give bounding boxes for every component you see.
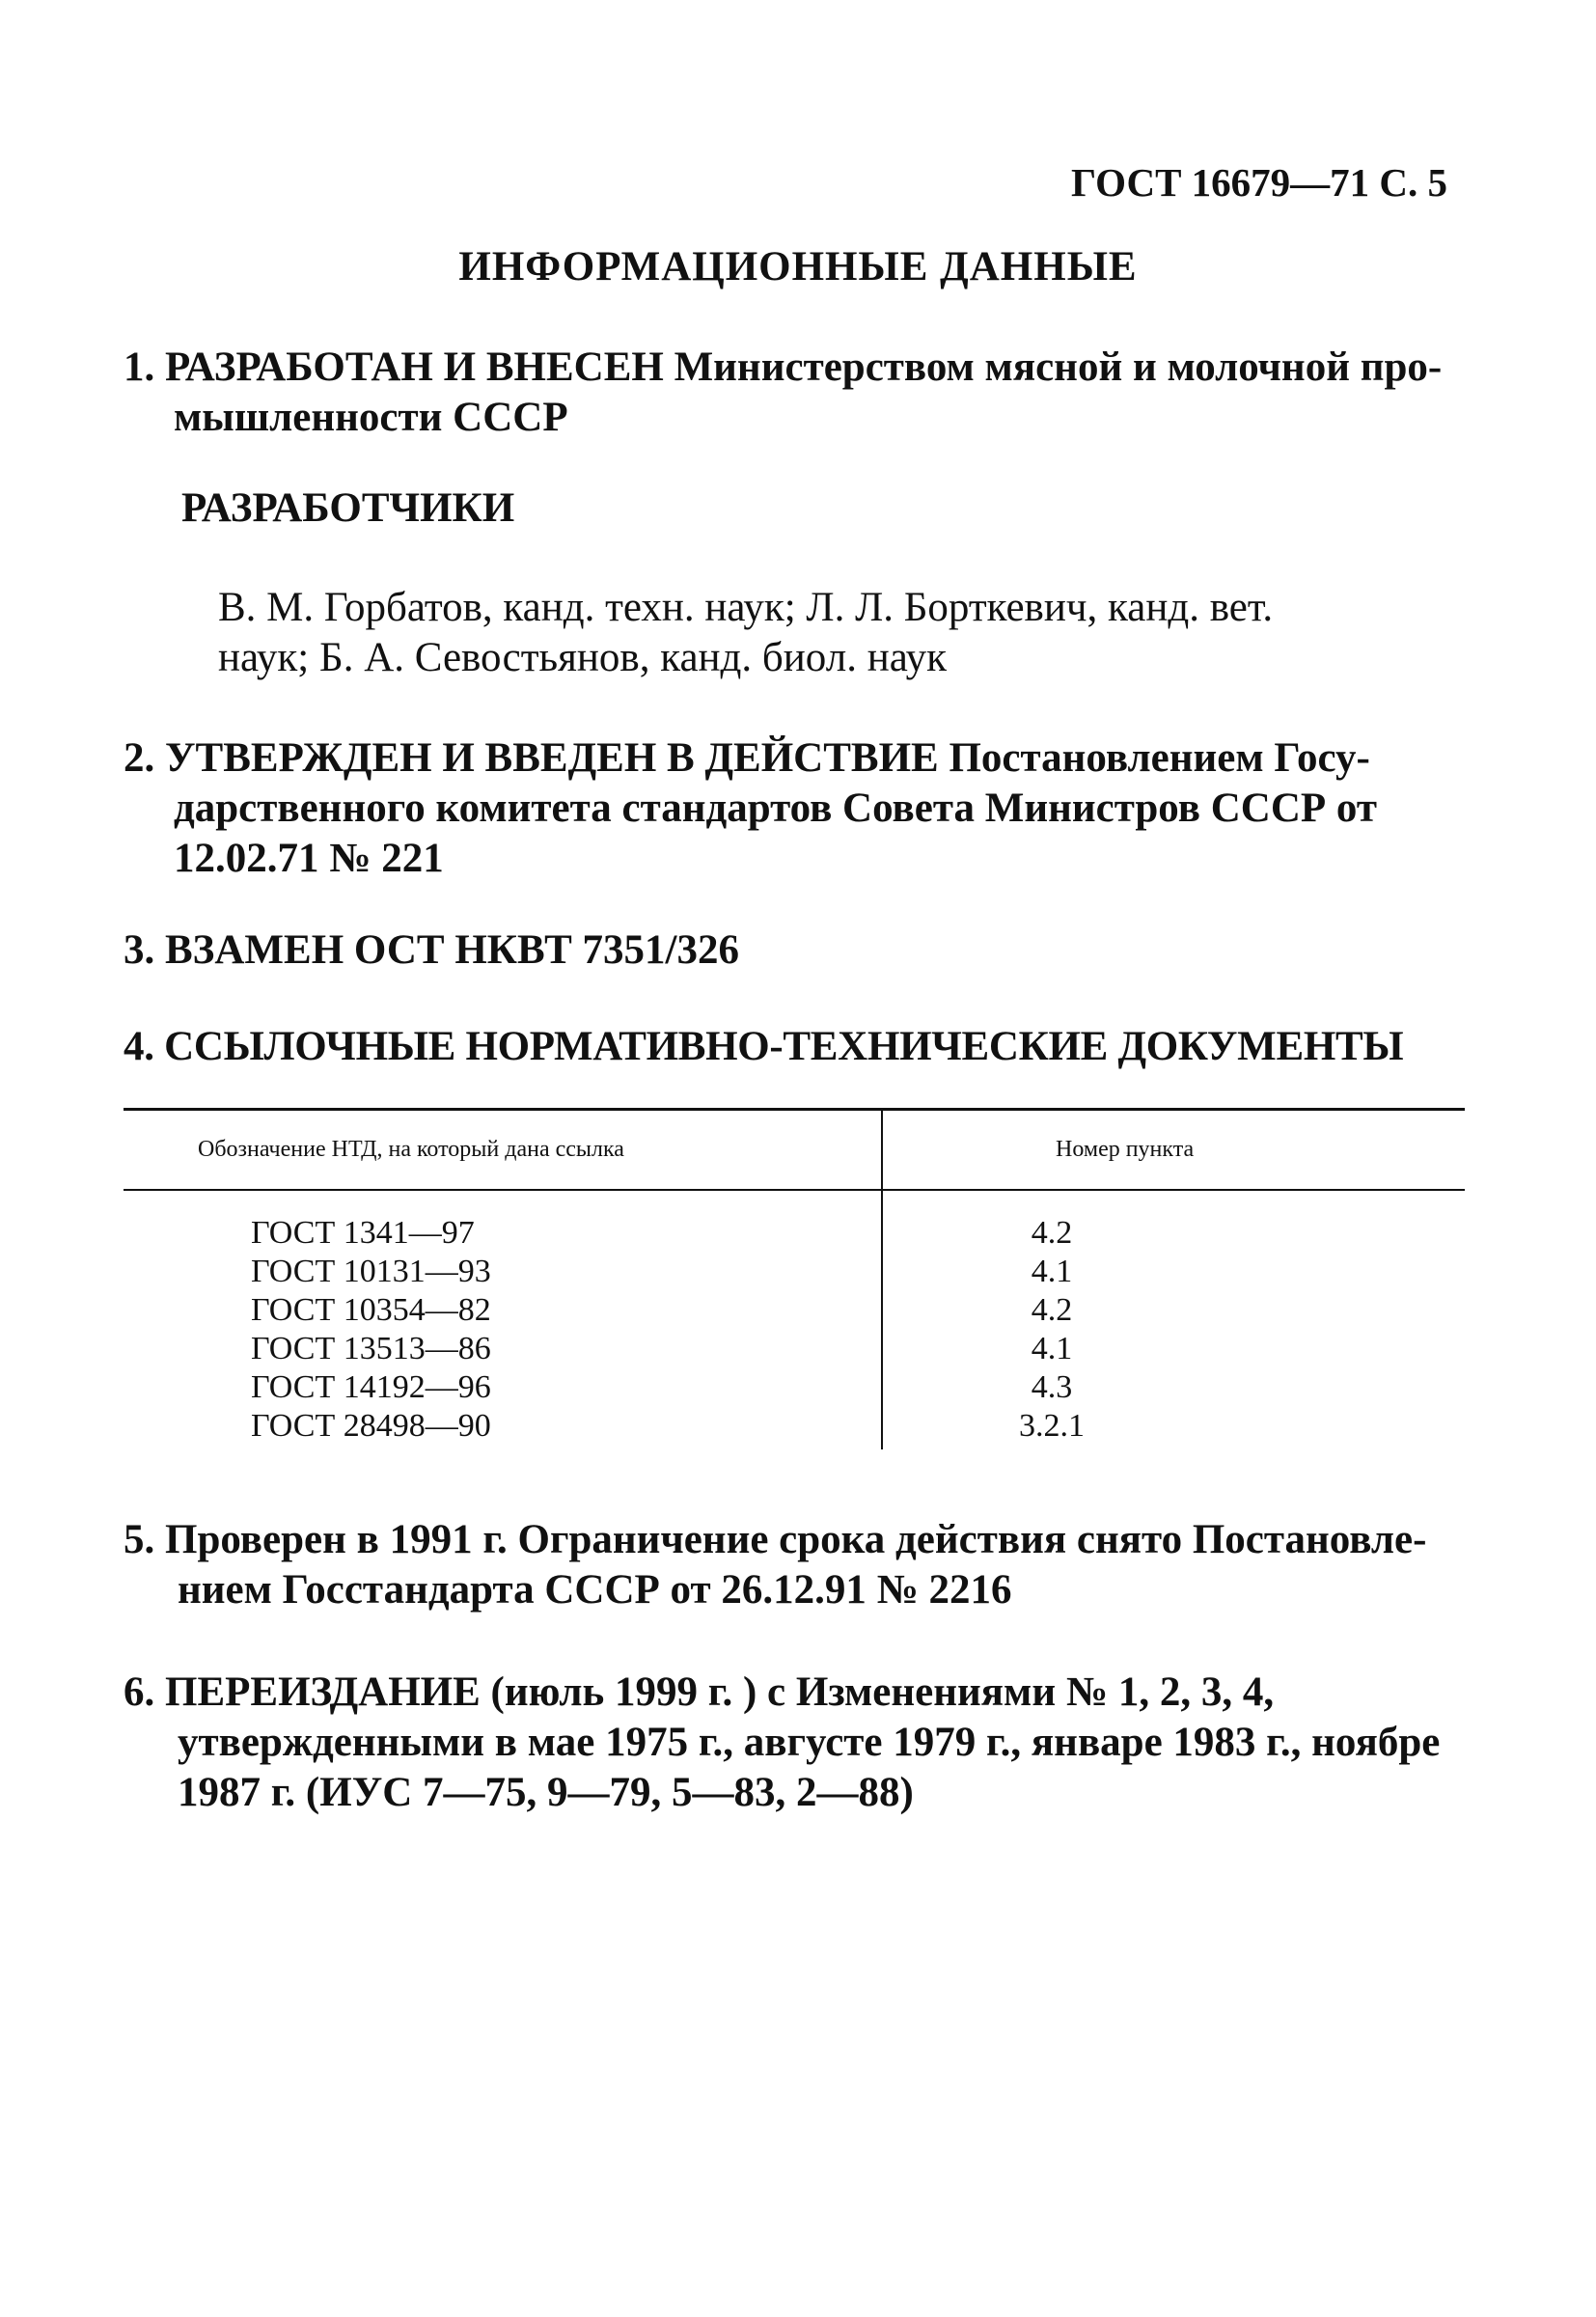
table-cell-doc: ГОСТ 14192—96 [251, 1369, 491, 1405]
table-cell-item: 4.1 [1031, 1331, 1073, 1366]
table-header-rule [124, 1189, 1465, 1191]
section-1 [124, 343, 1465, 443]
section-1-line-1: 1. РАЗРАБОТАН И ВНЕСЕН Министерством мясной и молочной про- [124, 345, 1443, 390]
section-3: 3. ВЗАМЕН ОСТ НКВТ 7351/326 [124, 927, 739, 973]
table-column-divider [881, 1110, 883, 1449]
page-header: ГОСТ 16679—71 С. 5 [1071, 160, 1448, 205]
section-2 [124, 733, 1465, 884]
table-column-documents [251, 1214, 491, 1446]
table-top-rule [124, 1108, 1465, 1111]
table-column-items [965, 1214, 1139, 1446]
section-4: 4. ССЫЛОЧНЫЕ НОРМАТИВНО-ТЕХНИЧЕСКИЕ ДОКУМЕНТЫ [124, 1024, 1404, 1069]
developers-heading: РАЗРАБОТЧИКИ [181, 485, 515, 531]
section-6-line-2: утвержденными в мае 1975 г., августе 1979 г., январе 1983 г., ноябре [178, 1720, 1441, 1765]
table-cell-doc: ГОСТ 28498—90 [251, 1408, 491, 1444]
table-cell-doc: ГОСТ 13513—86 [251, 1331, 491, 1366]
section-2-line-1: 2. УТВЕРЖДЕН И ВВЕДЕН В ДЕЙСТВИЕ Постановлением Госу- [124, 735, 1370, 781]
developers-line-1: В. М. Горбатов, канд. техн. наук; Л. Л. Борткевич, канд. вет. [218, 585, 1274, 630]
document-title: ИНФОРМАЦИОННЫЕ ДАННЫЕ [458, 244, 1138, 290]
section-5 [124, 1515, 1474, 1615]
section-2-line-3: 12.02.71 № 221 [174, 836, 444, 881]
table-header-item: Номер пункта [1056, 1137, 1195, 1162]
section-1-line-2: мышленности СССР [174, 395, 568, 440]
section-5-line-1: 5. Проверен в 1991 г. Ограничение срока действия снято Постановле- [124, 1517, 1427, 1562]
table-header-document: Обозначение НТД, на который дана ссылка [198, 1137, 624, 1162]
table-cell-item: 4.2 [1031, 1215, 1073, 1251]
section-5-line-2: нием Госстандарта СССР от 26.12.91 № 2216 [178, 1567, 1012, 1613]
table-cell-doc: ГОСТ 1341—97 [251, 1215, 475, 1251]
developers-list [218, 583, 1463, 683]
section-6-line-1: 6. ПЕРЕИЗДАНИЕ (июль 1999 г. ) с Изменениями № 1, 2, 3, 4, [124, 1669, 1275, 1715]
table-cell-item: 4.3 [1031, 1369, 1073, 1405]
section-6-line-3: 1987 г. (ИУС 7—75, 9—79, 5—83, 2—88) [178, 1770, 914, 1815]
table-cell-item: 4.2 [1031, 1292, 1073, 1328]
table-cell-doc: ГОСТ 10131—93 [251, 1254, 491, 1289]
table-cell-item: 3.2.1 [1019, 1408, 1085, 1444]
table-cell-item: 4.1 [1031, 1254, 1073, 1289]
section-6 [124, 1668, 1494, 1818]
table-cell-doc: ГОСТ 10354—82 [251, 1292, 491, 1328]
section-2-line-2: дарственного комитета стандартов Совета Министров СССР от [174, 786, 1377, 831]
developers-line-2: наук; Б. А. Севостьянов, канд. биол. наук [218, 635, 947, 680]
